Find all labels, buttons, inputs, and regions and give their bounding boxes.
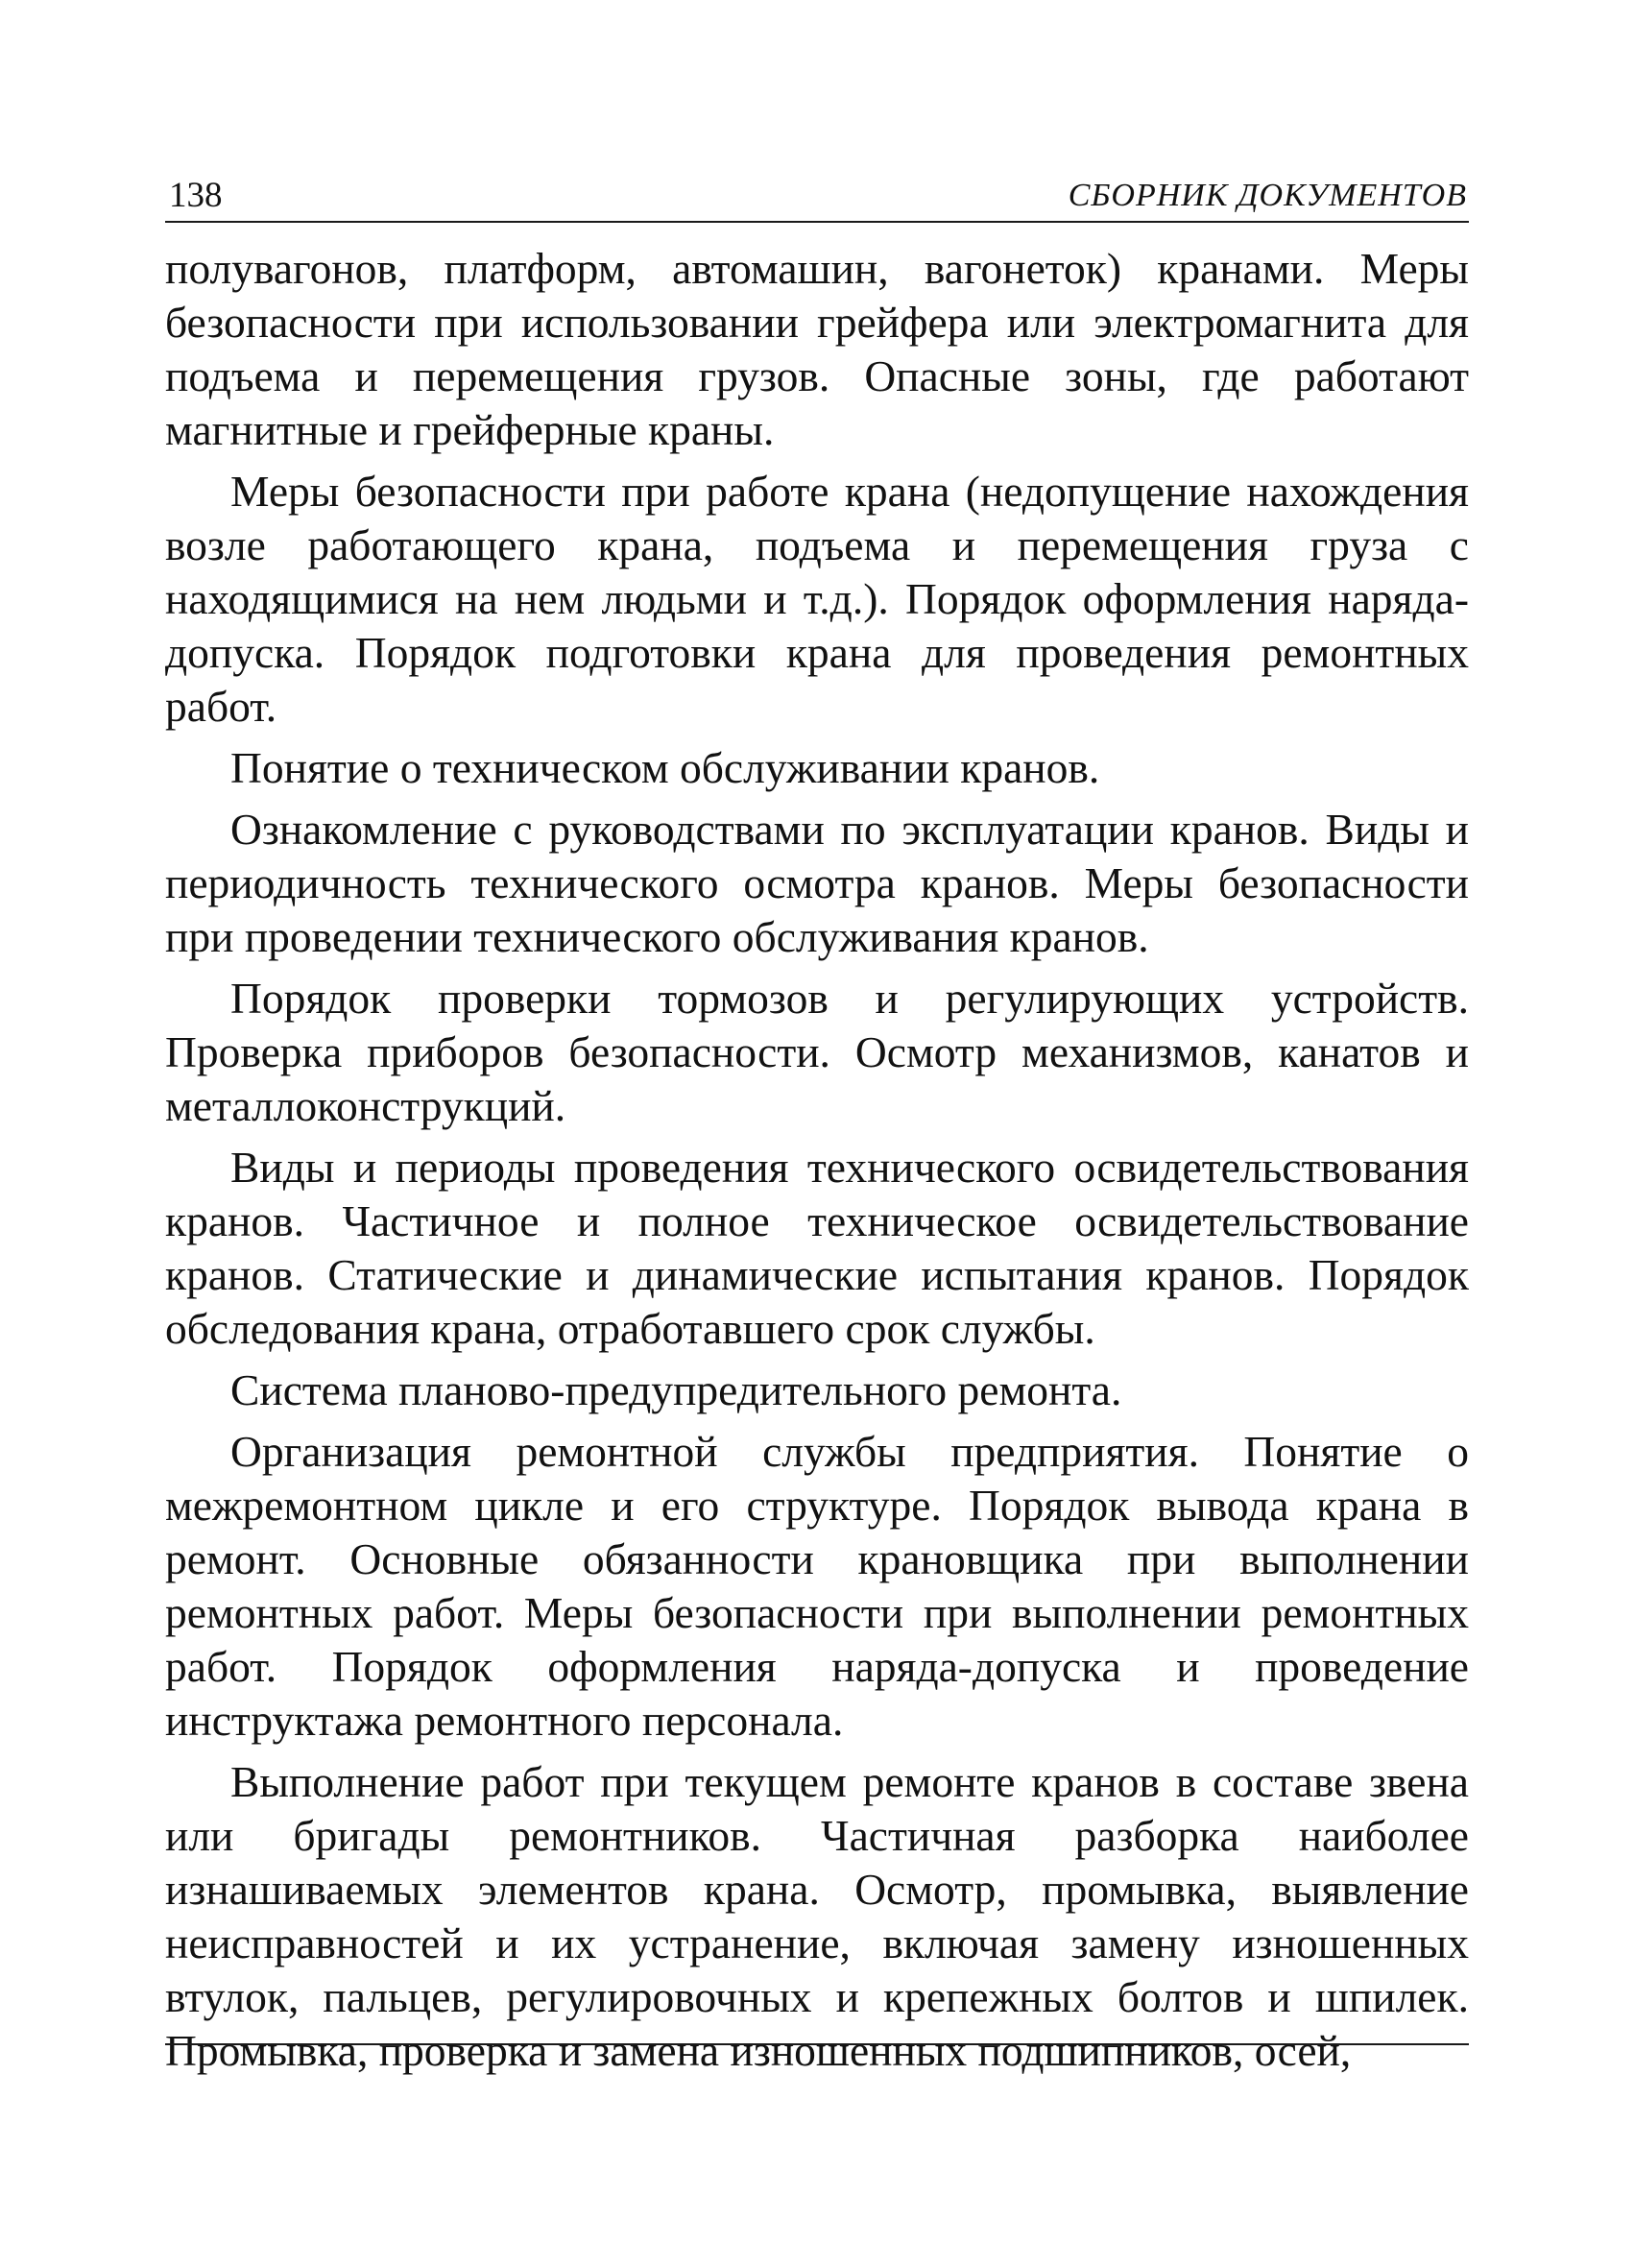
paragraph-ppr-system: Система планово-предупредительного ремонта. <box>230 1365 1122 1414</box>
running-title: СБОРНИК ДОКУМЕНТОВ <box>1068 178 1467 213</box>
paragraph-brakes-check: Порядок проверки тормозов и регулирующих устройств. Проверка приборов безопасности. Осмотр механизмов, канатов и металлоконструкций. <box>165 974 1469 1130</box>
page-number: 138 <box>169 176 223 215</box>
paragraph-current-repair: Выполнение работ при текущем ремонте кранов в составе звена или бригады ремонтников. Частичная разборка наиболее изнашиваемых элементов крана. Осмотр, промывка, выявление неисправностей и их устранение, включая замену изношенных втулок, пальцев, регулировочных и крепежных болтов и шпилек. Промывка, проверка и замена изношенных подшипников, осей, <box>165 1757 1469 2075</box>
body-text <box>165 242 1469 2086</box>
paragraph-inspection: Виды и периоды проведения технического освидетельствования кранов. Частичное и полное техническое освидетельствование кранов. Статические и динамические испытания кранов. Порядок обследования крана, отработавшего срок службы. <box>165 1143 1469 1353</box>
paragraph-crane-safety: Меры безопасности при работе крана (недопущение нахождения возле работающего крана, подъема и перемещения груза с находящимися на нем людьми и т.д.). Порядок оформления наряда-допуска. Порядок подготовки крана для проведения ремонтных работ. <box>165 467 1469 731</box>
paragraph-repair-service: Организация ремонтной службы предприятия. Понятие о межремонтном цикле и его структуре. Порядок вывода крана в ремонт. Основные обязанности крановщика при выполнении ремонтных работ. Меры безопасности при выполнении ремонтных работ. Порядок оформления наряда-допуска и проведение инструктажа ремонтного персонала. <box>165 1427 1469 1745</box>
paragraph-maintenance-heading: Понятие о техническом обслуживании кранов. <box>230 743 1100 792</box>
footer-rule <box>165 2043 1469 2045</box>
paragraph-manuals: Ознакомление с руководствами по эксплуатации кранов. Виды и периодичность технического осмотра кранов. Меры безопасности при проведении технического обслуживания кранов. <box>165 805 1469 961</box>
paragraph-continuation: полувагонов, платформ, автомашин, вагонеток) кранами. Меры безопасности при использовании грейфера или электромагнита для подъема и перемещения грузов. Опасные зоны, где работают магнитные и грейферные краны. <box>165 244 1469 454</box>
running-header <box>165 165 1469 223</box>
